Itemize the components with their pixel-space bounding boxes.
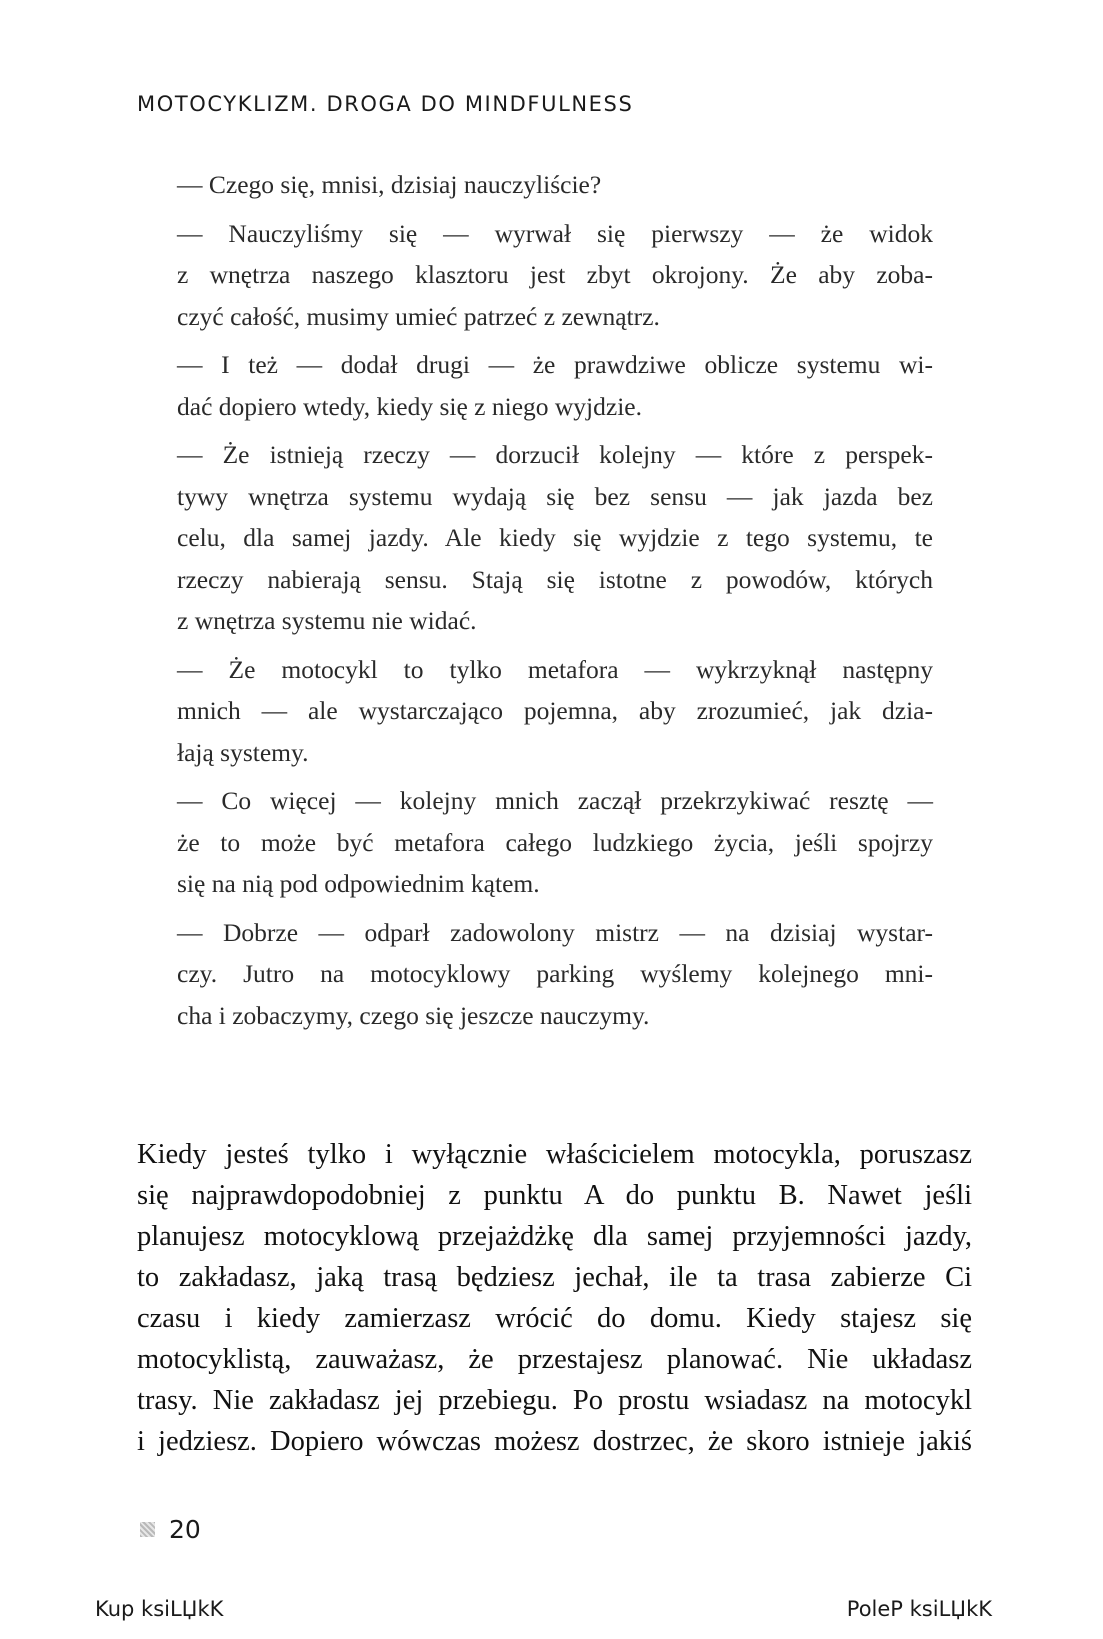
folio (140, 1515, 201, 1544)
text-line: łają systemy. (177, 737, 309, 767)
text-line: cha i zobaczymy, czego się jeszcze nauczymy. (177, 1000, 650, 1030)
text-line: Kiedy jesteś tylko i wyłącznie właścicielem motocykla, poruszasz (137, 1139, 972, 1170)
text-line: — Czego się, mnisi, dzisiaj nauczyliście? (177, 170, 602, 199)
text-line: trasy. Nie zakładasz jej przebiegu. Po prostu wsiadasz na motocykl (137, 1385, 972, 1416)
text-line: czy. Jutro na motocyklowy parking wyślemy kolejnego mni- (177, 959, 933, 988)
footer-recommend-link[interactable]: PoleP ksiLЏkK (846, 1597, 992, 1621)
text-line: z wnętrza naszego klasztoru jest zbyt okrojony. Że aby zoba- (177, 260, 933, 289)
text-line: planujesz motocyklową przejażdżkę dla samej przyjemności jazdy, (137, 1221, 972, 1252)
dialogue-paragraph (177, 780, 933, 905)
text-line: i jedziesz. Dopiero wówczas możesz dostrzec, że skoro istnieje jakiś (137, 1426, 972, 1457)
body-paragraph (137, 1134, 972, 1462)
text-line: że to może być metafora całego ludzkiego życia, jeśli spojrzy (177, 827, 933, 857)
text-line: dać dopiero wtedy, kiedy się z niego wyjdzie. (177, 391, 642, 421)
text-line: — Co więcej — kolejny mnich zaczął przekrzykiwać resztę — (177, 786, 933, 815)
dialogue-paragraph (177, 164, 933, 206)
text-line: tywy wnętrza systemu wydają się bez sensu — jak jazda bez (177, 481, 933, 511)
dialogue-paragraph (177, 649, 933, 774)
text-line: — Nauczyliśmy się — wyrwał się pierwszy — że widok (177, 218, 933, 248)
page-number: 20 (169, 1515, 201, 1544)
text-line: z wnętrza systemu nie widać. (177, 606, 477, 635)
text-line: się najprawdopodobniej z punktu A do punktu B. Nawet jeśli (137, 1180, 972, 1211)
text-line: — Że istnieją rzeczy — dorzucił kolejny — które z perspek- (177, 440, 933, 469)
text-line: mnich — ale wystarczająco pojemna, aby zrozumieć, jak dzia- (177, 696, 933, 725)
folio-marker-icon (140, 1522, 155, 1537)
text-line: czasu i kiedy zamierzasz wrócić do domu. Kiedy stajesz się (137, 1303, 972, 1334)
running-head: MOTOCYKLIZM. DROGA DO MINDFULNESS (137, 92, 634, 116)
dialogue-section (177, 164, 933, 1043)
dialogue-paragraph (177, 213, 933, 338)
text-line: — I też — dodał drugi — że prawdziwe oblicze systemu wi- (177, 350, 933, 379)
text-line: motocyklistą, zauważasz, że przestajesz planować. Nie układasz (137, 1344, 972, 1375)
text-line: się na nią pod odpowiednim kątem. (177, 869, 540, 898)
dialogue-paragraph (177, 344, 933, 427)
dialogue-paragraph (177, 912, 933, 1037)
text-line: rzeczy nabierają sensu. Stają się istotne z powodów, których (177, 564, 933, 594)
dialogue-paragraph (177, 434, 933, 642)
footer-buy-link[interactable]: Kup ksiLЏkK (95, 1597, 224, 1621)
text-line: czyć całość, musimy umieć patrzeć z zewnątrz. (177, 301, 660, 331)
text-line: celu, dla samej jazdy. Ale kiedy się wyjdzie z tego systemu, te (177, 523, 933, 552)
text-line: — Dobrze — odparł zadowolony mistrz — na dzisiaj wystar- (177, 917, 933, 947)
text-line: to zakładasz, jaką trasą będziesz jechał, ile ta trasa zabierze Ci (137, 1262, 972, 1293)
text-line: — Że motocykl to tylko metafora — wykrzyknął następny (177, 654, 933, 684)
